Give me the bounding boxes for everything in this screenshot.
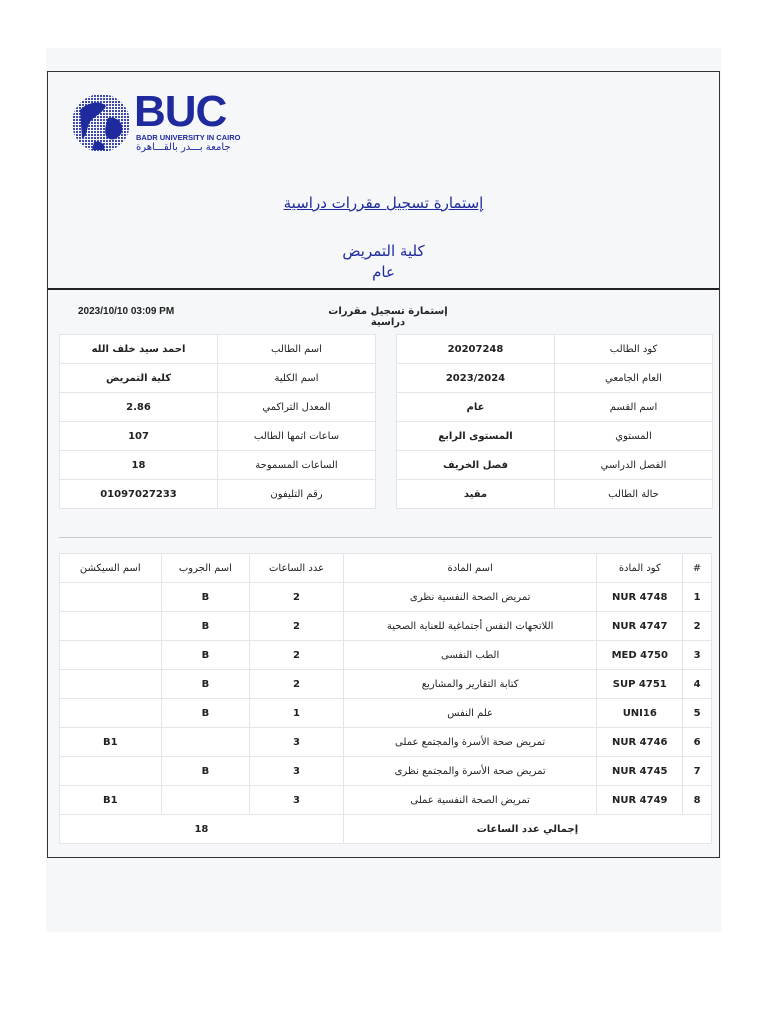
course-number: 1 (683, 583, 712, 612)
info-row (60, 364, 376, 393)
info-value: 2.86 (60, 393, 218, 422)
course-section (60, 670, 162, 699)
info-label: الساعات المسموحة (218, 451, 376, 480)
total-hours-label: إجمالي عدد الساعات (343, 815, 711, 844)
course-group: B (161, 670, 250, 699)
course-name: الطب النفسى (343, 641, 597, 670)
course-name: تمريض صحة الأسرة والمجتمع عملى (343, 728, 597, 757)
divider (59, 537, 712, 538)
course-row (60, 786, 712, 815)
meta-row (48, 306, 719, 326)
course-section (60, 612, 162, 641)
header-section: اسم السيكشن (60, 554, 162, 583)
course-row (60, 641, 712, 670)
header-course-name: اسم المادة (343, 554, 597, 583)
course-hours: 2 (250, 670, 344, 699)
course-code: MED 4750 (597, 641, 683, 670)
course-name: تمريض صحة الأسرة والمجتمع نظرى (343, 757, 597, 786)
info-value: عام (397, 393, 555, 422)
print-datetime: 2023/10/10 03:09 PM (78, 306, 175, 317)
course-name: اللاتجهات النفس أجتماغية للعناية الصحية (343, 612, 597, 641)
university-logo (70, 87, 250, 156)
department-name: عام (372, 263, 395, 281)
info-label: اسم القسم (555, 393, 713, 422)
header-course-code: كود المادة (597, 554, 683, 583)
course-number: 5 (683, 699, 712, 728)
info-label: اسم الكلية (218, 364, 376, 393)
course-code: NUR 4747 (597, 612, 683, 641)
course-hours: 1 (250, 699, 344, 728)
course-name: تمريض الصحة النفسية عملى (343, 786, 597, 815)
logo-subtitle: BADR UNIVERSITY IN CAIRO (136, 133, 241, 142)
course-name: تمريض الصحة النفسية نظرى (343, 583, 597, 612)
info-value: المستوى الرابع (397, 422, 555, 451)
course-number: 3 (683, 641, 712, 670)
course-section (60, 583, 162, 612)
course-section: B1 (60, 786, 162, 815)
logo-brand: BUC (134, 87, 227, 136)
info-label: الفصل الدراسي (555, 451, 713, 480)
course-number: 8 (683, 786, 712, 815)
info-label: المعدل التراكمي (218, 393, 376, 422)
info-label: ساعات اتمها الطالب (218, 422, 376, 451)
course-name: كتابة التقارير والمشاريع (343, 670, 597, 699)
info-value: كلية التمريض (60, 364, 218, 393)
info-row (60, 480, 376, 509)
course-group: B (161, 699, 250, 728)
header-group: اسم الجروب (161, 554, 250, 583)
course-hours: 2 (250, 612, 344, 641)
course-section (60, 757, 162, 786)
course-row (60, 757, 712, 786)
course-row (60, 699, 712, 728)
course-group: B (161, 757, 250, 786)
info-value: احمد سيد خلف الله (60, 335, 218, 364)
info-value: 20207248 (397, 335, 555, 364)
total-row (60, 815, 712, 844)
course-number: 6 (683, 728, 712, 757)
course-number: 2 (683, 612, 712, 641)
info-value: 18 (60, 451, 218, 480)
course-hours: 2 (250, 583, 344, 612)
course-group (161, 786, 250, 815)
course-hours: 2 (250, 641, 344, 670)
info-value: 01097027233 (60, 480, 218, 509)
course-code: NUR 4748 (597, 583, 683, 612)
course-row (60, 612, 712, 641)
info-label: حالة الطالب (555, 480, 713, 509)
course-group: B (161, 641, 250, 670)
info-label: اسم الطالب (218, 335, 376, 364)
course-section (60, 641, 162, 670)
course-section: B1 (60, 728, 162, 757)
course-number: 4 (683, 670, 712, 699)
course-code: NUR 4749 (597, 786, 683, 815)
course-hours: 3 (250, 728, 344, 757)
courses-header-row (60, 554, 712, 583)
course-hours: 3 (250, 786, 344, 815)
info-label: العام الجامعي (555, 364, 713, 393)
info-row (397, 335, 713, 364)
info-label: المستوي (555, 422, 713, 451)
info-row (397, 451, 713, 480)
course-row (60, 728, 712, 757)
course-row (60, 670, 712, 699)
info-value: فصل الخريف (397, 451, 555, 480)
info-row (60, 393, 376, 422)
student-info-right-table (396, 334, 713, 509)
globe-icon (70, 92, 132, 154)
total-hours-value: 18 (60, 815, 344, 844)
course-code: NUR 4745 (597, 757, 683, 786)
courses-table (59, 553, 712, 844)
course-group (161, 728, 250, 757)
info-row (397, 364, 713, 393)
course-code: NUR 4746 (597, 728, 683, 757)
info-value: مقيد (397, 480, 555, 509)
info-row (60, 422, 376, 451)
course-row (60, 583, 712, 612)
course-number: 7 (683, 757, 712, 786)
info-row (60, 335, 376, 364)
info-value: 107 (60, 422, 218, 451)
info-row (397, 393, 713, 422)
form-header (48, 72, 719, 290)
info-label: كود الطالب (555, 335, 713, 364)
course-code: SUP 4751 (597, 670, 683, 699)
meta-title: إستمارة تسجيل مقررات دراسية (328, 306, 448, 328)
info-row (397, 480, 713, 509)
info-value: 2023/2024 (397, 364, 555, 393)
course-hours: 3 (250, 757, 344, 786)
header-number: # (683, 554, 712, 583)
info-row (60, 451, 376, 480)
student-info-left-table (59, 334, 376, 509)
course-name: علم النفس (343, 699, 597, 728)
course-code: UNI16 (597, 699, 683, 728)
course-group: B (161, 612, 250, 641)
faculty-name: كلية التمريض (342, 242, 425, 260)
logo-arabic: جامعة بـــدر بالقـــاهرة (136, 142, 231, 153)
registration-form (47, 71, 720, 858)
course-group: B (161, 583, 250, 612)
info-row (397, 422, 713, 451)
info-label: رقم التليفون (218, 480, 376, 509)
form-title: إستمارة تسجيل مقررات دراسية (283, 194, 484, 212)
header-hours: عدد الساعات (250, 554, 344, 583)
course-section (60, 699, 162, 728)
